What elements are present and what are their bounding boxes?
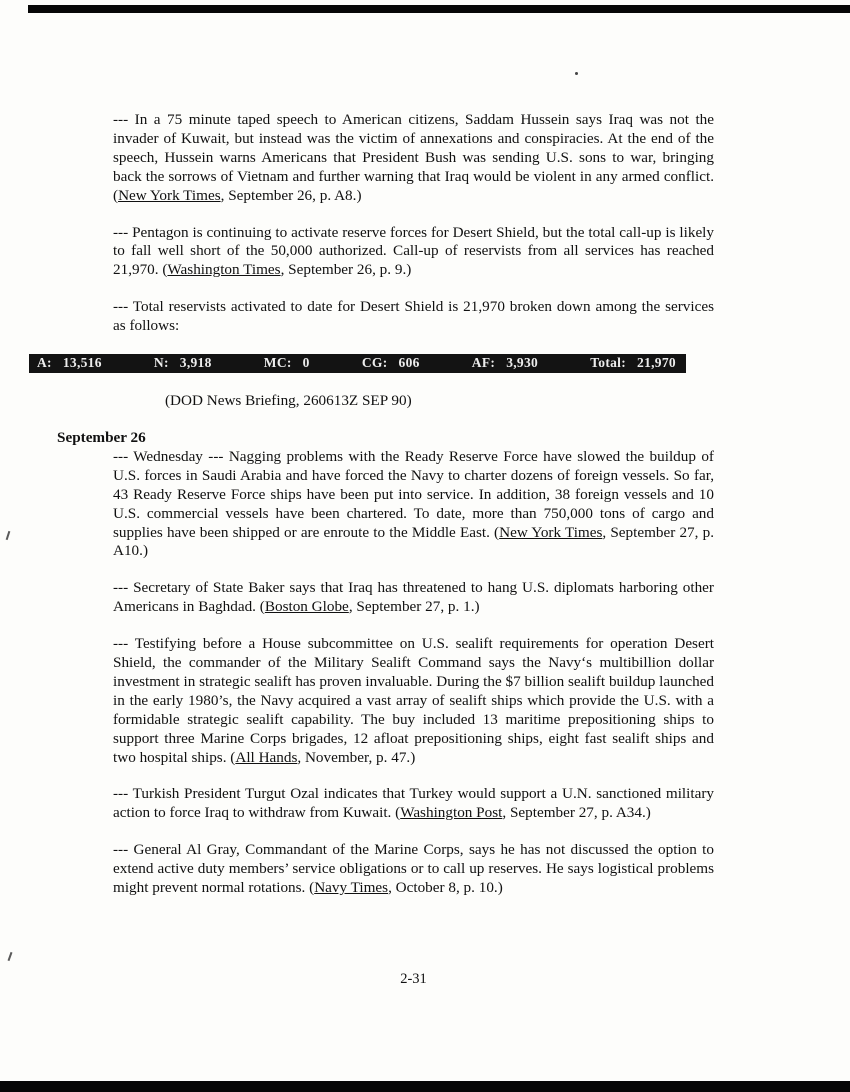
stat-value: 21,970 (637, 355, 676, 371)
stat-value: 13,516 (62, 355, 102, 371)
citation-source: Navy Times (314, 879, 389, 897)
text-run: --- General Al Gray, Commandant of the Marine Corps, says he has not discussed the option to extend active duty members’ service obligations or to call up reserves. He says logistical problems might prevent normal rotations. ( (113, 841, 714, 897)
page-number: 2-31 (400, 971, 427, 987)
text-run: (DOD News Briefing, 260613Z SEP 90) (165, 392, 412, 410)
entry-ready-reserve-force (113, 448, 714, 561)
scan-artifact (6, 531, 11, 540)
text-run: --- Secretary of State Baker says that Iraq has threatened to hang U.S. diplomats harboring other Americans in Baghdad. ( (113, 579, 714, 616)
stat-label: Total: (590, 355, 627, 371)
scan-artifact (8, 952, 13, 961)
entry-pentagon-callup (113, 224, 714, 281)
citation-source: New York Times (118, 186, 221, 204)
stat-item (362, 355, 420, 371)
entry-hussein-speech (113, 111, 714, 206)
bottom-scan-bar (0, 1081, 850, 1092)
entry-turgut-ozal (113, 785, 714, 823)
citation-source: All Hands (235, 748, 298, 766)
stat-item (154, 355, 212, 371)
entry-general-al-gray (113, 841, 714, 898)
stat-label: N: (153, 355, 169, 371)
text-run: , September 26, p. A8.) (220, 186, 362, 204)
date-heading-september-26: September 26 (57, 428, 146, 446)
top-scan-bar (28, 5, 850, 13)
stat-value: 0 (302, 355, 310, 371)
stat-item (472, 355, 538, 371)
text-run: , September 27, p. 1.) (348, 598, 480, 616)
dod-briefing-line (165, 392, 714, 411)
text-run: --- Pentagon is continuing to activate reserve forces for Desert Shield, but the total call-up is likely to fall well short of the 50,000 authorized. Call-up of reservists from all services has reached 21,970. ( (113, 223, 714, 279)
text-run: , September 27, p. A10.) (113, 523, 714, 560)
stat-item (37, 355, 102, 371)
stat-label: CG: (361, 355, 388, 371)
text-run: , September 26, p. 9.) (280, 261, 412, 279)
citation-source: Washington Times (167, 261, 281, 279)
document-content (37, 111, 714, 916)
stat-label: A: (37, 355, 52, 371)
chronology-sections (37, 111, 714, 898)
stat-label: AF: (471, 355, 496, 371)
citation-source: New York Times (499, 523, 603, 541)
entry-sealift-testimony (113, 635, 714, 767)
entry-baker-diplomats (113, 579, 714, 617)
text-run: --- Total reservists activated to date for Desert Shield is 21,970 broken down among the services as follows: (113, 298, 714, 335)
citation-source: Washington Post (400, 804, 503, 822)
stat-item (264, 355, 310, 371)
stat-label: MC: (263, 355, 292, 371)
stat-value: 3,918 (179, 355, 212, 371)
scan-artifact (575, 72, 578, 75)
text-run: , September 27, p. A34.) (502, 804, 651, 822)
text-run: --- Wednesday --- Nagging problems with the Ready Reserve Force have slowed the buildup of U.S. forces in Saudi Arabia and have forced the Navy to charter dozens of foreign vessels. So far, 43 Ready Reserve Force ships have been put into service. In addition, 38 foreign vessels and 10 U.S. commercial vessels have been chartered. To date, more than 750,000 tons of cargo and supplies have been shipped or are enroute to the Middle East. ( (113, 447, 714, 541)
reservist-stats-bar (29, 354, 686, 373)
text-run: , November, p. 47.) (297, 748, 416, 766)
stat-item (590, 355, 676, 371)
text-run: --- Testifying before a House subcommittee on U.S. sealift requirements for operation Desert Shield, the commander of the Military Sealift Command says the Navy‘s multibillion dollar investment in strategic sealift has proven invaluable. During the $7 billion sealift buildup launched in the early 1980’s, the Navy acquired a vast array of sealift ships which provide the U.S. with a formidable strategic sealift capability. The buy included 13 maritime prepositioning ships to support three Marine Corps brigades, 12 afloat prepositioning ships, eight fast sealift ships and two hospital ships. ( (113, 635, 714, 766)
citation-source: Boston Globe (264, 598, 349, 616)
stat-value: 3,930 (506, 355, 539, 371)
text-run: , October 8, p. 10.) (388, 879, 503, 897)
text-run: --- In a 75 minute taped speech to American citizens, Saddam Hussein says Iraq was not the invader of Kuwait, but instead was the victim of annexations and conspiracies. At the end of the speech, Hussein warns Americans that President Bush was sending U.S. sons to war, bringing back the sorrows of Vietnam and further warning that Iraq would be violent in any armed conflict. ( (113, 111, 714, 204)
entry-total-reservists (113, 298, 714, 336)
text-run: --- Turkish President Turgut Ozal indicates that Turkey would support a U.N. sanctioned military action to force Iraq to withdraw from Kuwait. ( (113, 785, 714, 822)
stat-value: 606 (398, 355, 420, 371)
